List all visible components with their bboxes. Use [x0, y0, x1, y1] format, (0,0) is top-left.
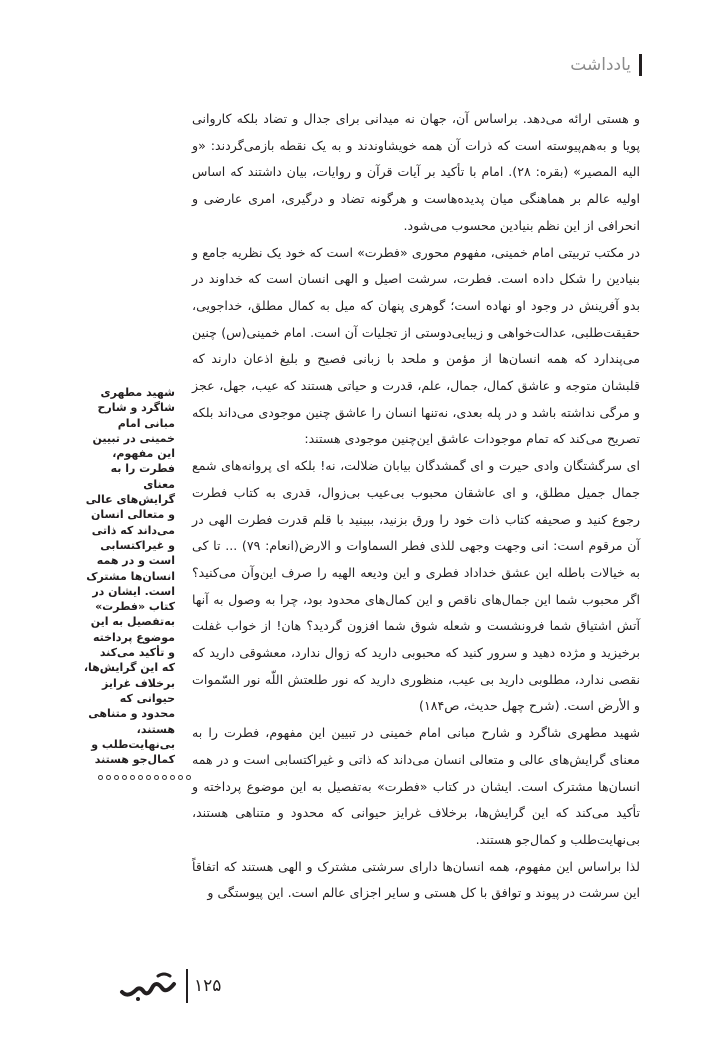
paragraph-3-quote: ای سرگشتگان وادی حیرت و ای گمشدگان بیابان ضلالت، نه! بلکه ای پروانه‌های شمع جمال جمیل مطلق، و ای عاشقان محبوب بی‌عیب بی‌زوال، قدری به کتاب فطرت رجوع کنید و صحیفه کتاب ذات خود را ورق بزنید، ببینید با قلم قدرت فطرت الهی در آن مرقوم است: انی وجهت وجهی للذی فطر السماوات و الارض(انعام: ۷۹) ... تا کی به خیالات باطله این عشق خداداد فطری و این ودیعه الهیه را صرف این‌وآن می‌کنید؟ اگر محبوب شما این جمال‌های ناقص و این کمال‌های محدود بود، چرا به وصول به آنها آتش اشتیاق شما فرونشست و شعله شوق شما افزون گردید؟ هان! از خواب غفلت برخیزید و مژده دهید و سرور کنید که محبوبی دارید که زوال ندارد، معشوقی دارید که نقصی ندارد، مطلوبی دارید بی عیب، منظوری دارید که نور طلعتش اللّه نور السّموات و الأرض است. (شرح چهل حدیث، ص۱۸۴): [192, 458, 640, 714]
section-title: یادداشت: [570, 55, 631, 75]
pull-quote: شهید مطهری شاگرد و شارح مبانی امام خمینی در تبیین این مفهوم، فطرت را به معنای گرایش‌های عالی و متعالی انسان می‌داند که ذاتی و غیراکتسابی است و در همه انسان‌ها مشترک است. ایشان در کتاب «فطرت» به‌تفصیل به این موضوع پرداخته و تأکید می‌کند که این گرایش‌ها، برخلاف غرایز حیوانی که محدود و متناهی هستند، بی‌نهایت‌طلب و کمال‌جو هستند: [83, 386, 175, 767]
header-bracket: [639, 54, 642, 76]
dot: [146, 775, 151, 780]
dot: [98, 775, 103, 780]
page-number: ۱۲۵: [194, 976, 222, 996]
dot: [130, 775, 135, 780]
dot: [106, 775, 111, 780]
paragraph-4: شهید مطهری شاگرد و شارح مبانی امام خمینی در تبیین این مفهوم، فطرت را به معنای گرایش‌های عالی و متعالی انسان می‌داند که ذاتی و غیراکتسابی است و در همه انسان‌ها مشترک است. ایشان در کتاب «فطرت» به‌تفصیل به این موضوع پرداخته و تأکید می‌کند که این گرایش‌ها، برخلاف غرایز حیوانی که محدود و متناهی هستند، بی‌نهایت‌طلب و کمال‌جو هستند.: [192, 725, 640, 847]
magazine-logo: [118, 968, 178, 1004]
dot: [138, 775, 143, 780]
paragraph-1: و هستی ارائه می‌دهد. براساس آن، جهان نه میدانی برای جدال و تضاد بلکه کاروانی پویا و به‌هم‌پیوسته است که ذرات آن همه خویشاوندند و به یک نقطه بازمی‌گردند: «و الیه المصیر» (بقره: ۲۸). امام با تأکید بر آیات قرآن و روایات، بیان داشتند که اساس اولیه عالم بر هماهنگی میان پدیده‌هاست و هرگونه تضاد و درگیری، امری عارضی و انحرافی از این نظم بنیادین محسوب می‌شود.: [192, 111, 640, 233]
article-body: [192, 106, 640, 907]
dot: [186, 775, 191, 780]
paragraph-5: لذا براساس این مفهوم، همه انسان‌ها دارای سرشتی مشترک و الهی هستند که اتفاقاً این سرشت در پیوند و توافق با کل هستی و سایر اجزای عالم است. این پیوستگی و: [192, 858, 640, 901]
pull-quote-dots: [98, 775, 191, 780]
paragraph-2: در مکتب تربیتی امام خمینی، مفهوم محوری «فطرت» است که خود یک نظریه جامع و بنیادین را شکل داده است. فطرت، سرشت اصیل و الهی انسان است که خداوند در بدو آفرینش در وجود او نهاده است؛ گوهری پنهان که میل به کمال مطلق، خداجویی، حقیقت‌طلبی، عدالت‌خواهی و زیبایی‌دوستی از تجلیات آن است. امام خمینی(س) چنین می‌پندارد که همه انسان‌ها از مؤمن و ملحد با زبانی فصیح و بلیغ اذعان دارند که قلبشان متوجه و عاشق کمال، جمال، علم، قدرت و حیاتی هستند که عیب، جهل، عجز و مرگی نداشته باشد و در پله بعدی، نه‌تنها انسان را عاشق چنین موجودی می‌داند بلکه تصریح می‌کند که تمام موجودات عاشق این‌چنین موجودی هستند:: [192, 244, 640, 447]
dot: [162, 775, 167, 780]
dot: [114, 775, 119, 780]
page-footer: [118, 968, 221, 1004]
section-header: [570, 54, 642, 76]
dot: [154, 775, 159, 780]
dot: [178, 775, 183, 780]
dot: [122, 775, 127, 780]
dot: [170, 775, 175, 780]
footer-divider: [186, 969, 188, 1003]
